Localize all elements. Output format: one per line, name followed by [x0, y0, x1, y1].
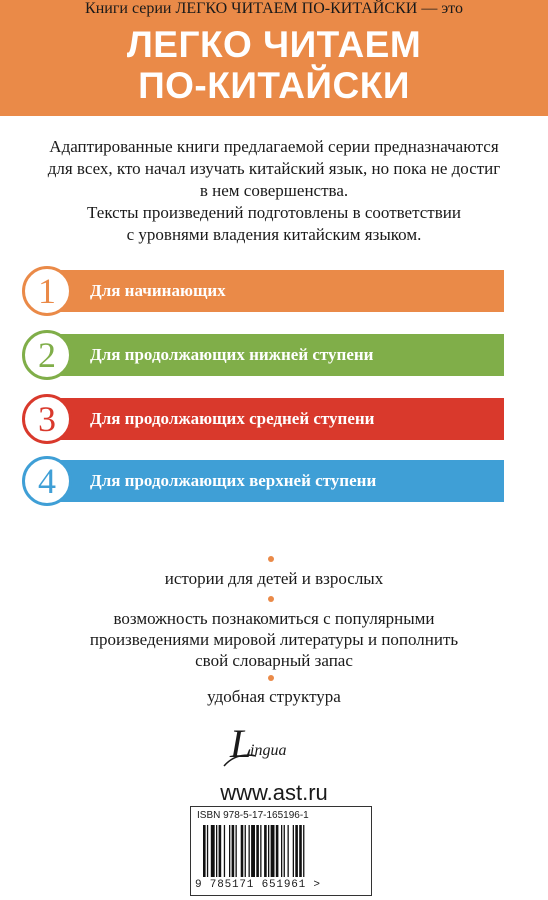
level-2-number: 2 [22, 330, 72, 380]
series-title-line2: ПО-КИТАЙСКИ [138, 65, 410, 106]
level-2-label: Для продолжающих нижней ступени [90, 345, 374, 364]
bullet-dot [268, 675, 274, 681]
intro-line: в нем совершенства. [199, 181, 349, 200]
books-item-1: истории для детей и взрослых [164, 569, 384, 588]
barcode-digits: 9 785171 651961 > [195, 879, 321, 891]
series-title-line1: ЛЕГКО ЧИТАЕМ [126, 24, 422, 65]
level-3-bar [22, 394, 504, 444]
intro-text [20, 136, 528, 246]
level-4-bar [22, 456, 504, 506]
intro-line: с уровнями владения китайским языком. [126, 225, 422, 244]
level-3-label: Для продолжающих средней ступени [90, 409, 375, 428]
books-item-2 [20, 608, 528, 671]
intro-line: Тексты произведений подготовлены в соответствии [87, 203, 461, 222]
website-url: www.ast.ru [220, 780, 328, 805]
level-2-bar [22, 330, 504, 380]
books-item-2-line: произведениями мировой литературы и пополнить [89, 630, 459, 649]
intro-line: Адаптированные книги предлагаемой серии предназначаются [49, 137, 499, 156]
isbn-barcode-box [190, 806, 372, 896]
level-3-number: 3 [22, 394, 72, 444]
lingua-logo-initial: L [230, 721, 253, 766]
level-4-label: Для продолжающих верхней ступени [90, 471, 377, 490]
lingua-logo-text: ingua [250, 742, 287, 759]
level-1-bar [22, 266, 504, 316]
books-item-3: удобная структура [207, 687, 341, 706]
bullet-dot [268, 556, 274, 562]
books-item-2-line: возможность познакомиться с популярными [113, 609, 435, 628]
level-1-label: Для начинающих [90, 281, 226, 300]
isbn-number: ISBN 978-5-17-165196-1 [197, 810, 309, 821]
level-1-number: 1 [22, 266, 72, 316]
books-heading: Книги серии ЛЕГКО ЧИТАЕМ ПО-КИТАЙСКИ — это [85, 0, 463, 17]
barcode-icon [201, 825, 361, 877]
bullet-dot [268, 596, 274, 602]
level-4-number: 4 [22, 456, 72, 506]
intro-line: для всех, кто начал изучать китайский язык, но пока не достиг [47, 159, 501, 178]
lingua-logo [222, 721, 326, 768]
books-item-2-line: свой словарный запас [195, 651, 353, 670]
